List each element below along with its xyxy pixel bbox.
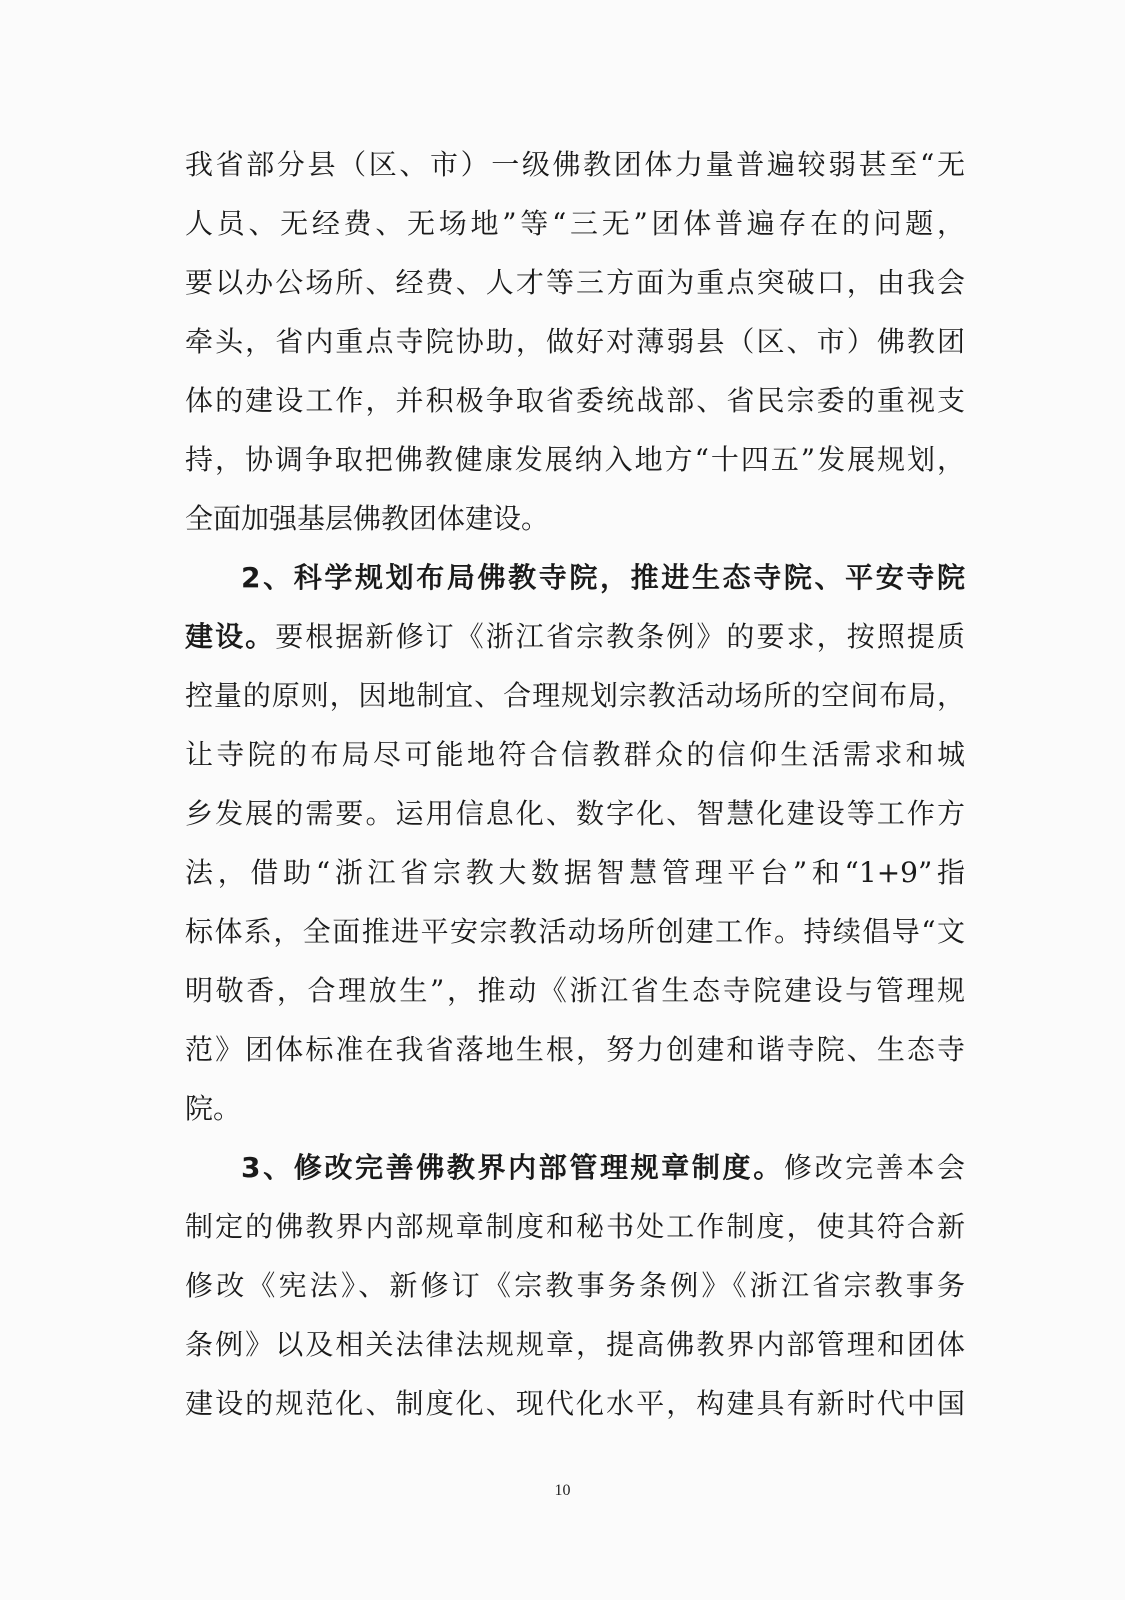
- text-line: 院。: [185, 1092, 242, 1125]
- text-segment: 要根据新修订《浙江省宗教条例》的要求，按照提质: [275, 620, 965, 653]
- paragraph-2: [185, 548, 965, 1138]
- text-line: [185, 1138, 965, 1197]
- text-line: 建设的规范化、制度化、现代化水平，构建具有新时代中国: [185, 1387, 965, 1420]
- text-line: 法，借助“浙江省宗教大数据智慧管理平台”和“1+9”指: [185, 856, 965, 889]
- text-line: 人员、无经费、无场地”等“三无”团体普遍存在的问题，: [185, 207, 965, 240]
- text-line: 修改《宪法》、新修订《宗教事务条例》《浙江省宗教事务: [185, 1269, 965, 1302]
- section-heading-2: 2、科学规划布局佛教寺院，推进生态寺院、平安寺院: [241, 561, 965, 594]
- text-line: 牵头，省内重点寺院协助，做好对薄弱县（区、市）佛教团: [185, 325, 965, 358]
- section-heading-2-tail: 建设。: [185, 620, 276, 653]
- text-line: 范》团体标准在我省落地生根，努力创建和谐寺院、生态寺: [185, 1033, 965, 1066]
- text-line: 条例》以及相关法律法规规章，提高佛教界内部管理和团体: [185, 1328, 965, 1361]
- section-heading-3: 3、修改完善佛教界内部管理规章制度。: [241, 1151, 784, 1184]
- text-line: 制定的佛教界内部规章制度和秘书处工作制度，使其符合新: [185, 1210, 965, 1243]
- text-line: 标体系，全面推进平安宗教活动场所创建工作。持续倡导“文: [185, 915, 965, 948]
- document-body: [185, 135, 965, 1433]
- text-segment: 修改完善本会: [783, 1151, 965, 1184]
- text-line: 持，协调争取把佛教健康发展纳入地方“十四五”发展规划，: [185, 443, 965, 476]
- paragraph-1: [185, 135, 965, 548]
- text-line: 我省部分县（区、市）一级佛教团体力量普遍较弱甚至“无: [185, 148, 965, 181]
- text-line: 全面加强基层佛教团体建设。: [185, 502, 550, 535]
- text-line: [185, 607, 965, 666]
- page-number: 10: [554, 1482, 571, 1499]
- paragraph-3: [185, 1138, 965, 1433]
- text-line: 明敬香，合理放生”，推动《浙江省生态寺院建设与管理规: [185, 974, 965, 1007]
- text-line: 体的建设工作，并积极争取省委统战部、省民宗委的重视支: [185, 384, 965, 417]
- text-line: 控量的原则，因地制宜、合理规划宗教活动场所的空间布局，: [185, 679, 965, 712]
- text-line: 要以办公场所、经费、人才等三方面为重点突破口，由我会: [185, 266, 965, 299]
- text-line: 让寺院的布局尽可能地符合信教群众的信仰生活需求和城: [185, 738, 965, 771]
- text-line: 乡发展的需要。运用信息化、数字化、智慧化建设等工作方: [185, 797, 965, 830]
